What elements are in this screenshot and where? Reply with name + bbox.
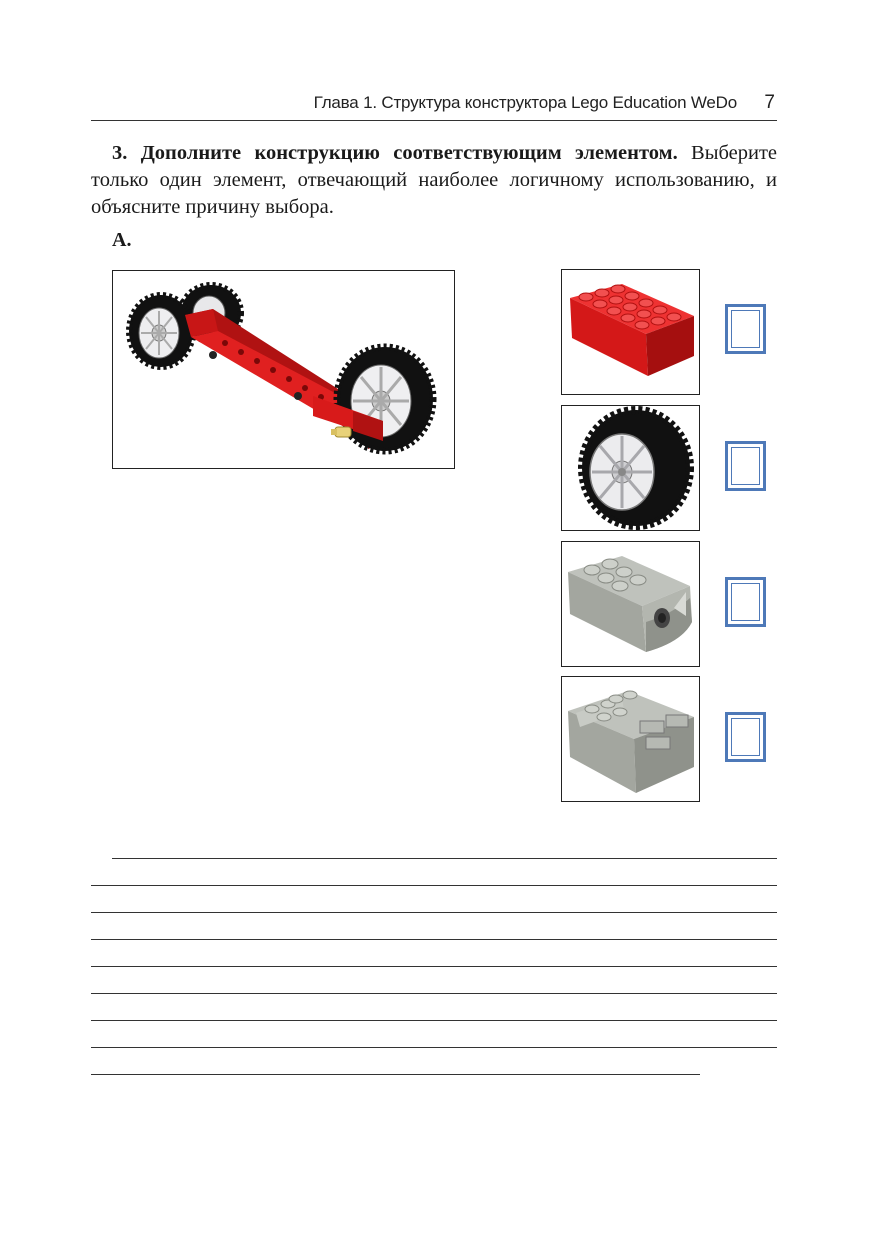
subtask-label: А.	[112, 229, 132, 251]
task-body: Выберите только один элемент, отвечающий наиболее логичному использованию, и объясните причину выбора.	[91, 142, 777, 218]
option-red-brick	[561, 269, 700, 395]
answer-line-7[interactable]	[91, 1020, 777, 1021]
task-text	[91, 140, 777, 221]
answer-line-6[interactable]	[91, 993, 777, 994]
checkbox-option-2[interactable]	[725, 441, 766, 491]
gray-tilt-sensor-icon	[562, 677, 699, 801]
task-lead: 3. Дополните конструкцию соответствующим элементом.	[112, 142, 678, 164]
page-number: 7	[764, 92, 775, 113]
answer-line-8[interactable]	[91, 1047, 777, 1048]
answer-line-2[interactable]	[91, 885, 777, 886]
answer-line-9[interactable]	[91, 1074, 700, 1075]
right-wheel-icon	[337, 347, 433, 451]
answer-line-5[interactable]	[91, 966, 777, 967]
left-wheel-icon	[129, 295, 193, 367]
checkbox-option-4[interactable]	[725, 712, 766, 762]
axle-assembly-icon	[113, 271, 454, 468]
running-header	[91, 92, 777, 121]
answer-line-1[interactable]	[112, 858, 777, 859]
checkbox-option-3[interactable]	[725, 577, 766, 627]
red-brick-icon	[562, 270, 699, 394]
answer-line-3[interactable]	[91, 912, 777, 913]
option-sensor-brick	[561, 676, 700, 802]
option-motor-brick	[561, 541, 700, 667]
checkbox-option-1[interactable]	[725, 304, 766, 354]
wheel-icon	[562, 406, 699, 530]
construction-image	[112, 270, 455, 469]
chapter-title: Глава 1. Структура конструктора Lego Education WeDo	[313, 93, 737, 112]
answer-line-4[interactable]	[91, 939, 777, 940]
gray-motor-brick-icon	[562, 542, 699, 666]
axle-pin-icon	[331, 427, 351, 437]
option-wheel	[561, 405, 700, 531]
